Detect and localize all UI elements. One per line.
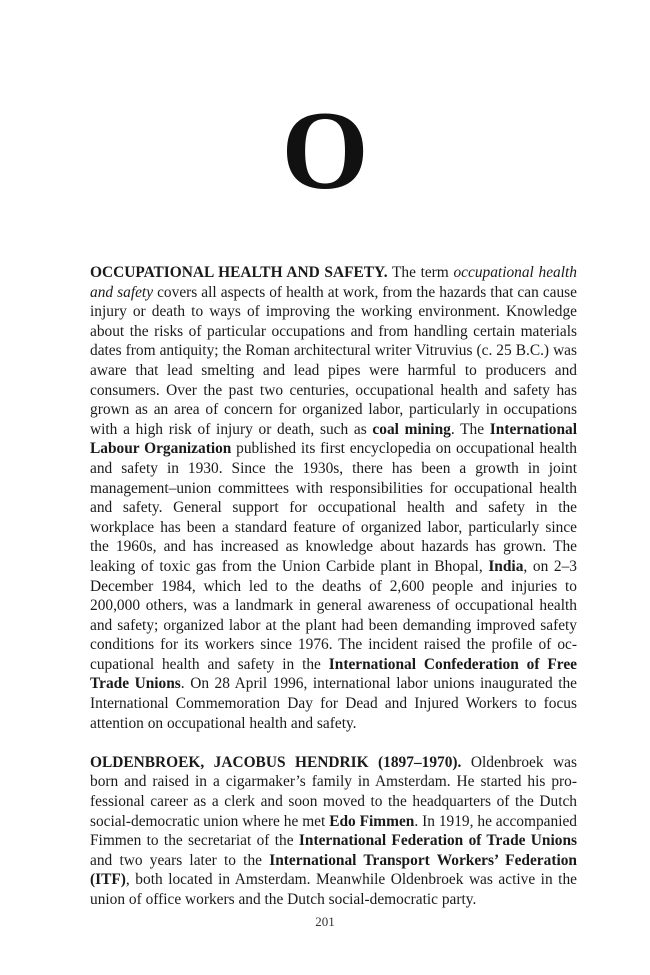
entry-text: Oldenbroek was born and raised in a cigarmaker’s family in Amsterdam. He started his professional career as a clerk and soon moved to the headquarters of the Dutch social-democratic union where he met (90, 753, 577, 830)
entry-text: published its first encyclopedia on occupational health and safety in 1930. Since the 1930s, there has been a growth in joint management–union committees with responsibilities for occupational health and safety. General support for occupational health and safety in the workplace has been a standard feature of organized labor, particularly since the 1960s, and has increased as knowledge about hazards has grown. The leaking of toxic gas from the Union Carbide plant in Bhopal, (90, 440, 577, 575)
entry-text: . In 1919, he accompanied Fimmen to the secretariat of the (90, 812, 577, 850)
cross-reference: International Labour Organization (90, 420, 577, 458)
entry-oldenbroek (90, 753, 577, 910)
entry-text: , on 2–3 December 1984, which led to the deaths of 2,600 people and injuries to 200,000 others, was a landmark in general awareness of occupational health and safety; organized labor at the plant had been demanding improved safety conditions for its workers since 1976. The incident raised the profile of occupational health and safety in the (90, 557, 577, 673)
entry-text: The term (387, 264, 454, 281)
entry-text: covers all aspects of health at work, from the hazards that can cause injury or death to ways of improving the working environment. Knowledge about the risks of particular occupations and from handling certain materials dates from antiquity; the Roman architectural writer Vitruvius (c. 25 B.C.) was aware that lead smelting and lead pipes were harmful to producers and consumers. Over the past two centuries, occupational health and safety has grown as an area of concern for organized labor, particularly in occupations with a high risk of injury or death, such as (90, 283, 578, 438)
entries-column (90, 263, 577, 910)
entry-text: , both located in Amsterdam. Meanwhile Oldenbroek was active in the union of office workers and the Dutch social-democratic party. (90, 871, 577, 908)
cross-reference: International Federation of Trade Unions (298, 832, 577, 850)
entry-body (90, 754, 577, 908)
cross-reference: International Transport Workers’ Federation (ITF) (90, 851, 577, 889)
page-number: 201 (315, 914, 335, 929)
cross-reference: International Confederation of Free Trade Unions (90, 655, 577, 693)
entry-text: and two years later to the (90, 851, 270, 869)
entry-occupational-health-and-safety (90, 263, 577, 733)
emphasized-term: occupational health and safety (90, 264, 577, 301)
cross-reference: coal mining (372, 420, 451, 438)
cross-reference: Edo Fimmen (329, 812, 415, 830)
entry-headword: OLDENBROEK, JACOBUS HENDRIK (1897–1970). (90, 753, 462, 771)
section-letter: O (281, 89, 369, 213)
entry-text: . On 28 April 1996, international labor unions inaugurated the International Commemoration Day for Dead and Injured Workers to focus attention on occupational health and safety. (90, 675, 577, 732)
entry-headword: OCCUPATIONAL HEALTH AND SAFETY. (90, 264, 388, 281)
entry-text: . The (450, 420, 490, 438)
entry-body (90, 264, 577, 732)
cross-reference: India (488, 557, 524, 575)
